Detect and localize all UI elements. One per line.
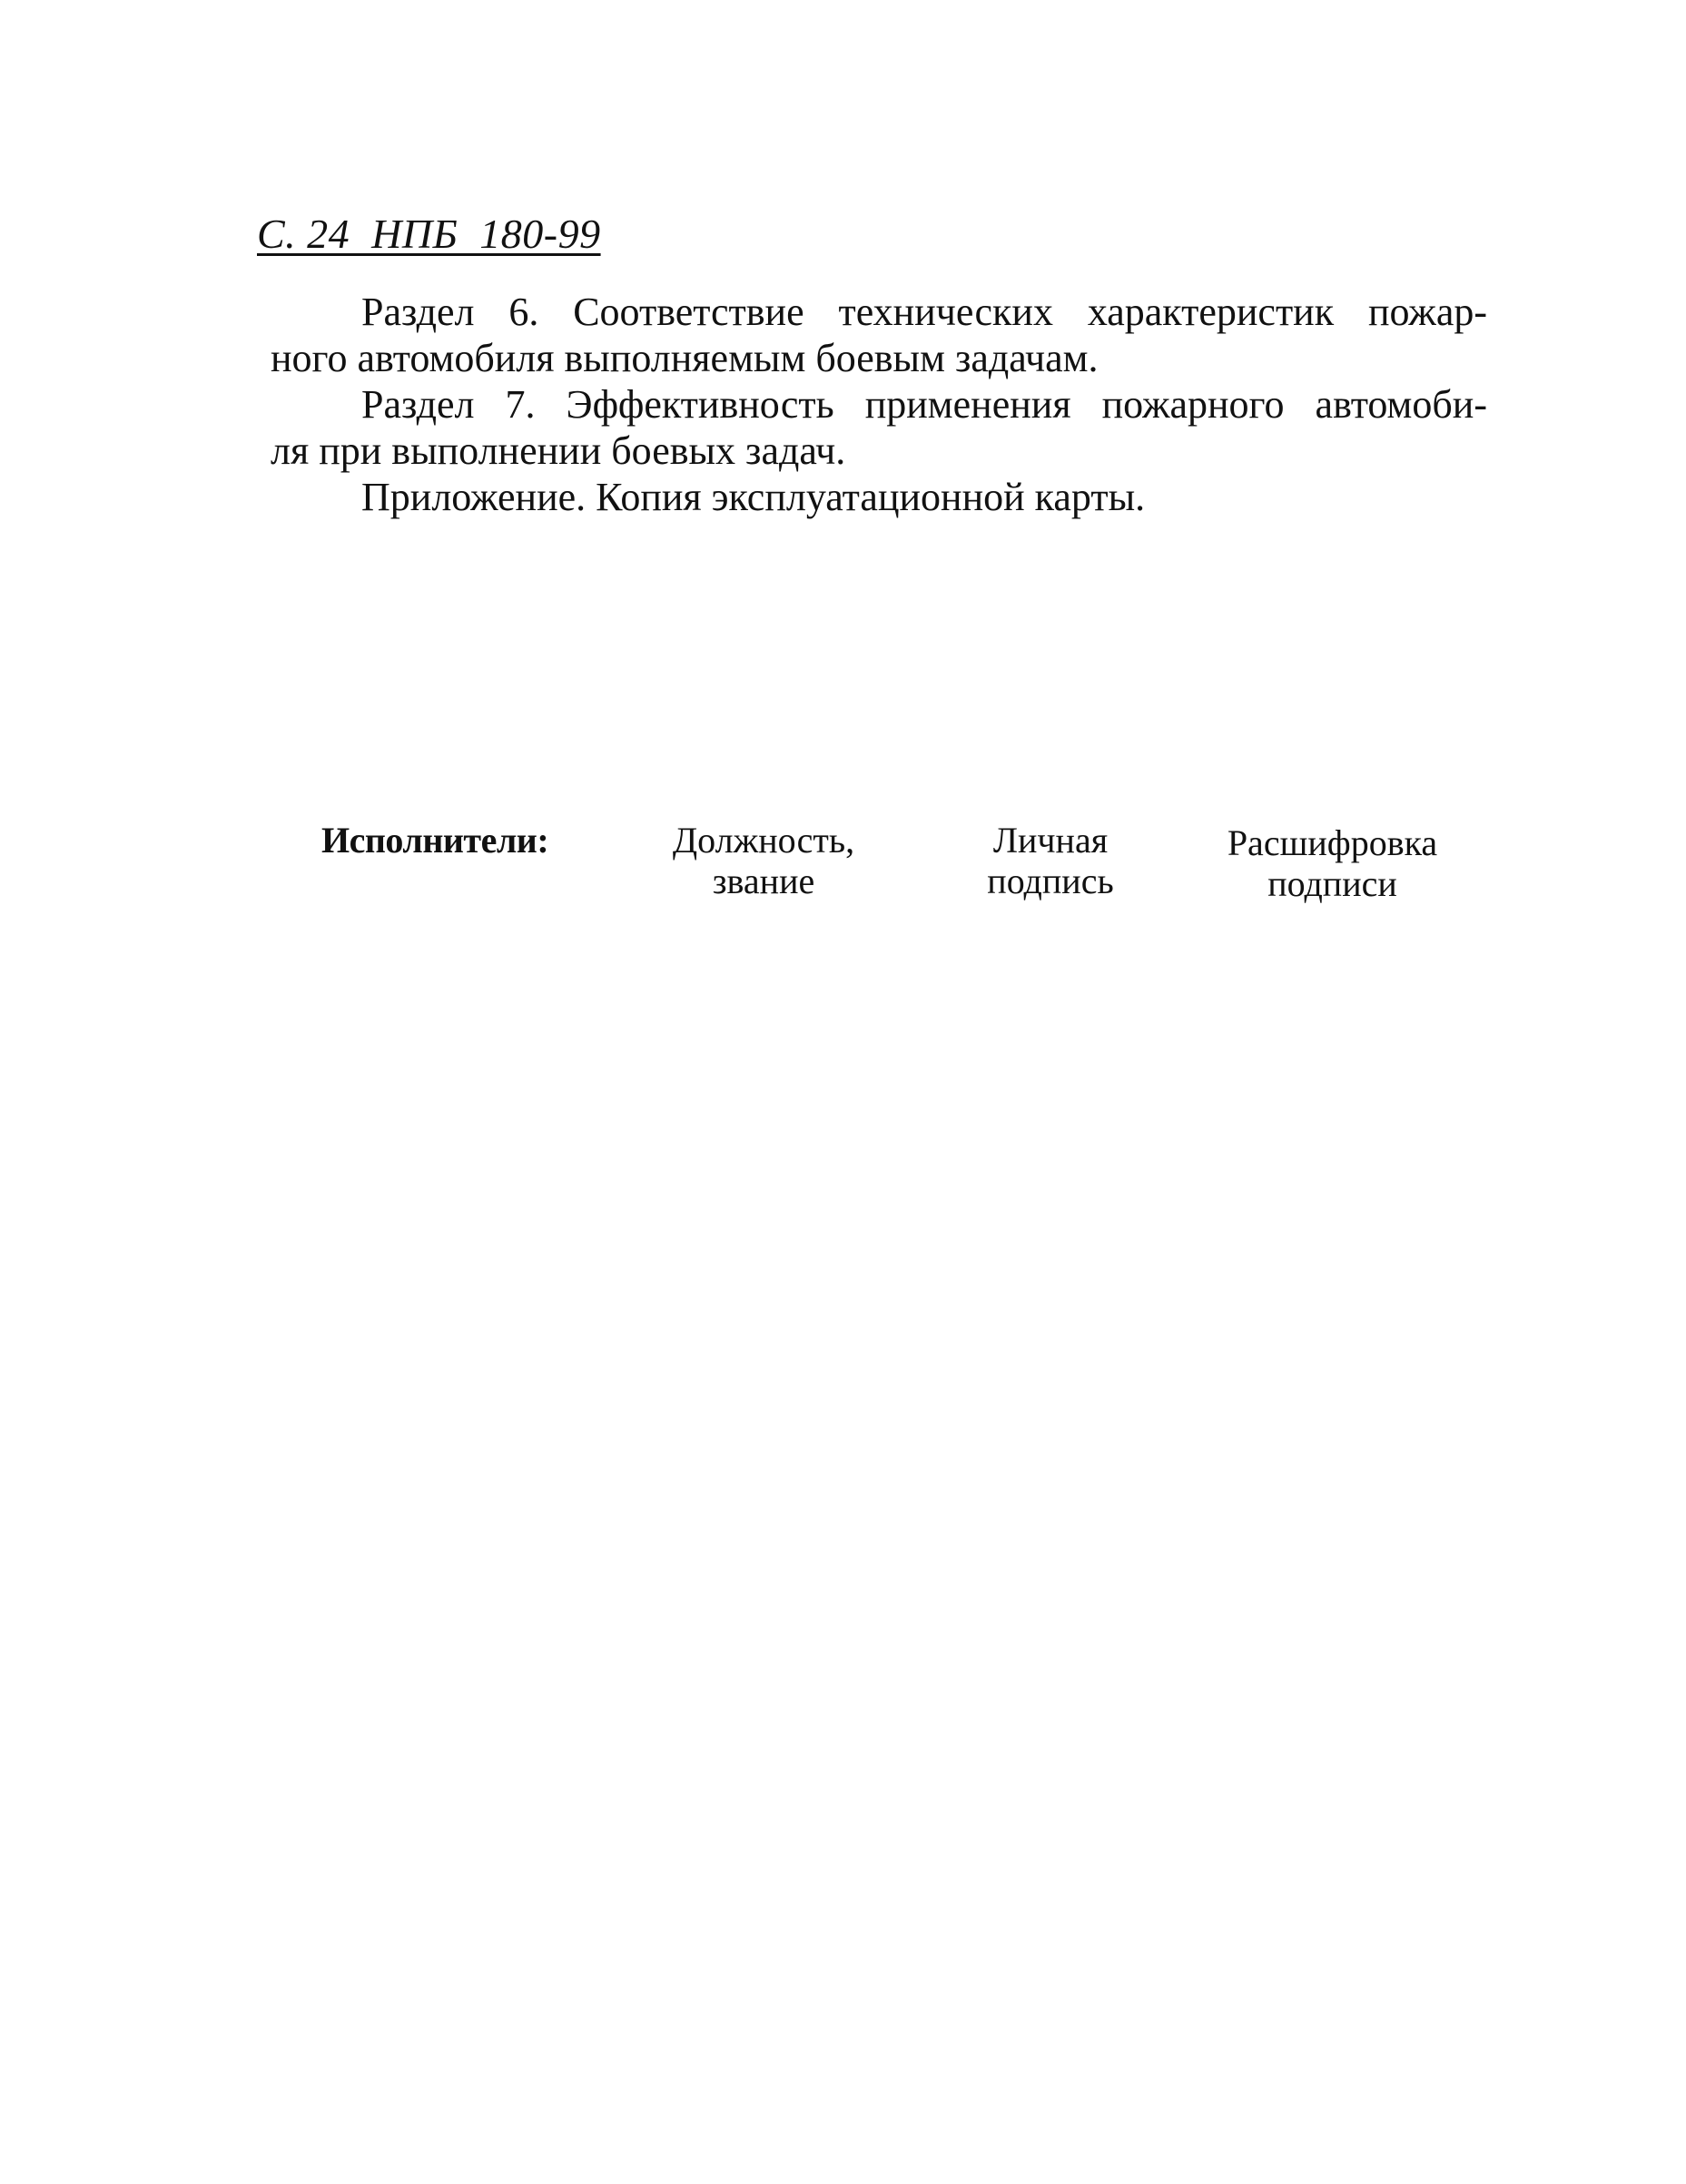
column-heading-line: Должность, [672,820,855,861]
column-heading-line: звание [712,861,815,901]
signature-column-position [668,820,859,901]
paragraph-line: Приложение. Копия эксплуатационной карты. [361,475,1146,519]
column-heading-line: Личная [992,820,1109,861]
paragraph-section-6 [271,289,1487,381]
signature-column-decoding [1212,822,1453,904]
column-heading-line: подписи [1267,863,1397,904]
paragraph-section-7 [271,381,1487,474]
document-body [271,289,1487,520]
paragraph-line: ля при выполнении боевых задач. [271,428,846,473]
signatures-label: Исполнители: [321,820,549,861]
paragraph-line: Раздел 7. Эффективность применения пожарного автомоби- [361,382,1487,427]
column-heading-line: подпись [987,861,1114,901]
signature-column-signature [969,820,1132,901]
column-heading-line: Расшифровка [1227,822,1438,863]
paragraph-appendix [271,474,1487,520]
paragraph-line: Раздел 6. Соответствие технических характеристик пожар- [361,290,1487,334]
paragraph-line: ного автомобиля выполняемым боевым задачам. [271,336,1099,380]
page-header: С. 24 НПБ 180-99 [257,211,601,257]
